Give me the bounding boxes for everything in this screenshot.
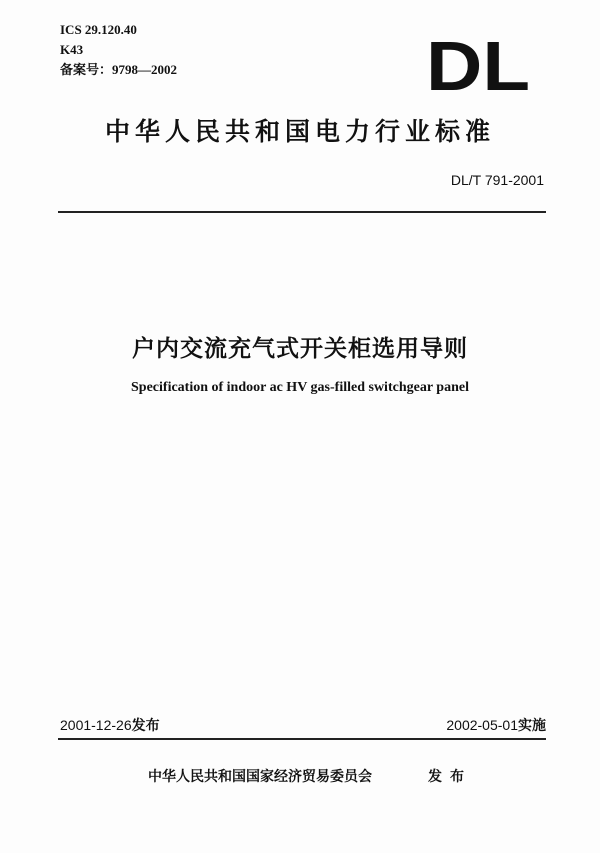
logo-text: DL: [426, 34, 530, 96]
standard-number: DL/T 791-2001: [450, 172, 544, 188]
ics-code: ICS 29.120.40: [60, 22, 137, 37]
top-divider: [58, 211, 546, 213]
classification-code: K43: [60, 42, 84, 57]
issuer-title: 中华人民共和国电力行业标准: [104, 117, 495, 146]
dl-logo: [426, 34, 530, 96]
issue-label: 发布: [131, 718, 160, 734]
issue-date: 2001-12-26: [60, 717, 132, 733]
issue-date-block: [60, 715, 160, 735]
implement-date-block: [446, 715, 546, 735]
document-title-english: Specification of indoor ac HV gas-filled switchgear panel: [131, 380, 469, 395]
document-title-chinese: 户内交流充气式开关柜选用导则: [132, 336, 468, 362]
classification-block: [60, 20, 177, 80]
publisher-action: 发布: [428, 769, 472, 785]
bottom-divider: [58, 738, 546, 740]
implement-date: 2002-05-01: [446, 717, 518, 733]
publisher-name: 中华人民共和国国家经济贸易委员会: [148, 769, 372, 785]
filing-number: 备案号：9798—2002: [60, 62, 178, 77]
implement-label: 实施: [518, 718, 546, 734]
